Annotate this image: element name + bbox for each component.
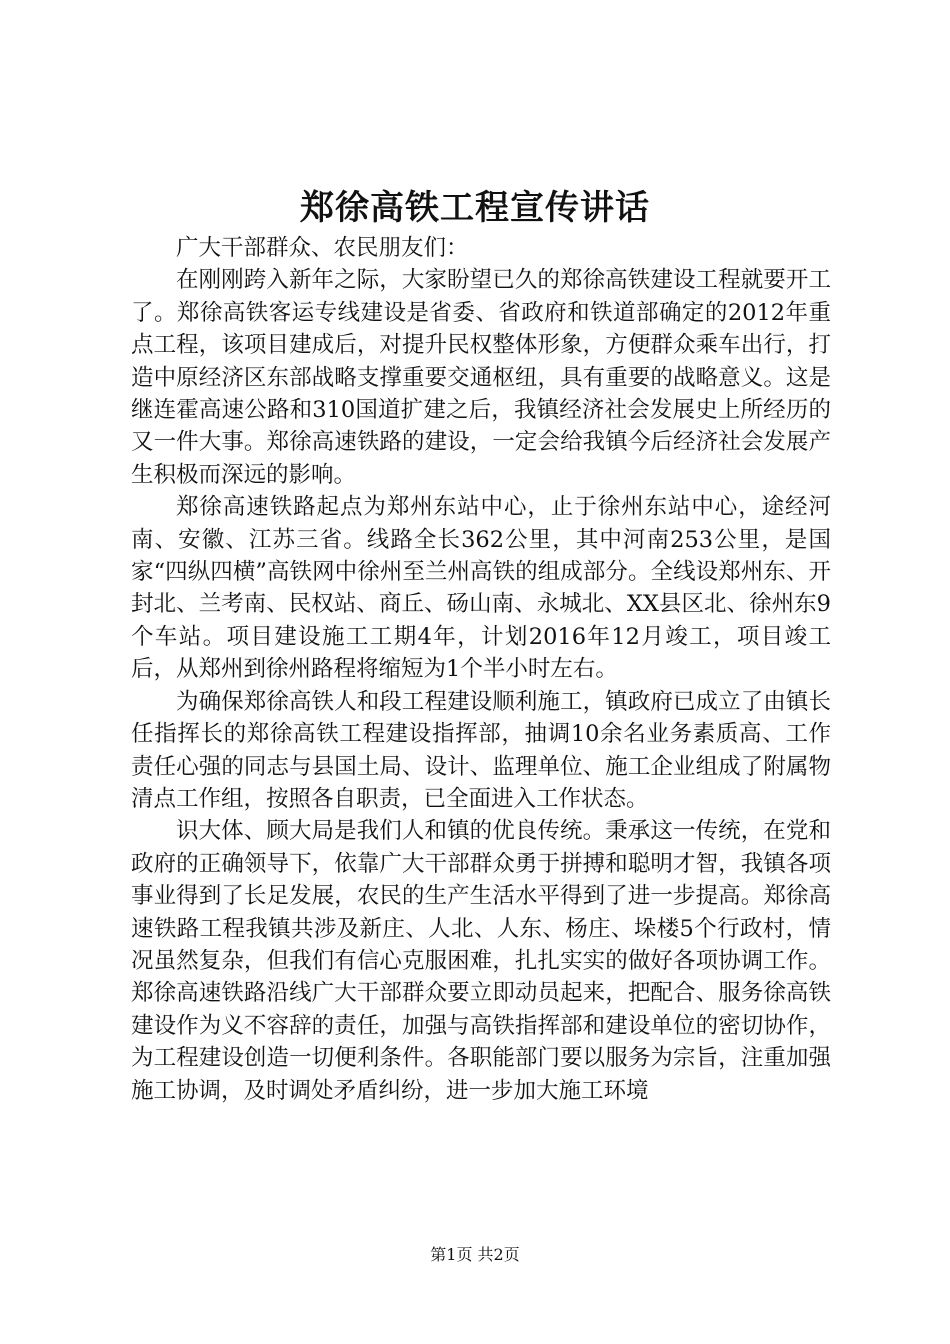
paragraph: 识大体、顾大局是我们人和镇的优良传统。秉承这一传统，在党和政府的正确领导下，依靠广大干部群众勇于拼搏和聪明才智，我镇各项事业得到了长足发展，农民的生产生活水平得到了进一步提高。郑徐高速铁路工程我镇共涉及新庄、人北、人东、杨庄、垛楼5个行政村，情况虽然复杂，但我们有信心克服困难，扎扎实实的做好各项协调工作。郑徐高速铁路沿线广大干部群众要立即动员起来，把配合、服务徐高铁建设作为义不容辞的责任，加强与高铁指挥部和建设单位的密切协作，为工程建设创造一切便利条件。各职能部门要以服务为宗旨，注重加强施工协调，及时调处矛盾纠纷，进一步加大施工环境 [131, 818, 831, 1104]
page-footer: 第1页 共2页 [430, 1245, 520, 1264]
paragraph: 在刚刚跨入新年之际，大家盼望已久的郑徐高铁建设工程就要开工了。郑徐高铁客运专线建设是省委、省政府和铁道部确定的2012年重点工程，该项目建成后，对提升民权整体形象，方便群众乘车出行，打造中原经济区东部战略支撑重要交通枢纽，具有重要的战略意义。这是继连霍高速公路和310国道扩建之后，我镇经济社会发展史上所经历的又一件大事。郑徐高速铁路的建设，一定会给我镇今后经济社会发展产生积极而深远的影响。 [131, 267, 831, 488]
document-title: 郑徐高铁工程宣传讲话 [300, 188, 650, 228]
document-body [131, 232, 831, 1107]
salutation: 广大干部群众、农民朋友们： [176, 235, 469, 261]
paragraph: 为确保郑徐高铁人和段工程建设顺利施工，镇政府已成立了由镇长任指挥长的郑徐高铁工程建设指挥部，抽调10余名业务素质高、工作责任心强的同志与县国土局、设计、监理单位、施工企业组成了附属物清点工作组，按照各自职责，已全面进入工作状态。 [131, 688, 831, 812]
paragraph: 郑徐高速铁路起点为郑州东站中心，止于徐州东站中心，途经河南、安徽、江苏三省。线路全长362公里，其中河南253公里，是国家“四纵四横”高铁网中徐州至兰州高铁的组成部分。全线设郑州东、开封北、兰考南、民权站、商丘、砀山南、永城北、XX县区北、徐州东9个车站。项目建设施工工期4年，计划2016年12月竣工，项目竣工后，从郑州到徐州路程将缩短为1个半小时左右。 [131, 494, 831, 683]
